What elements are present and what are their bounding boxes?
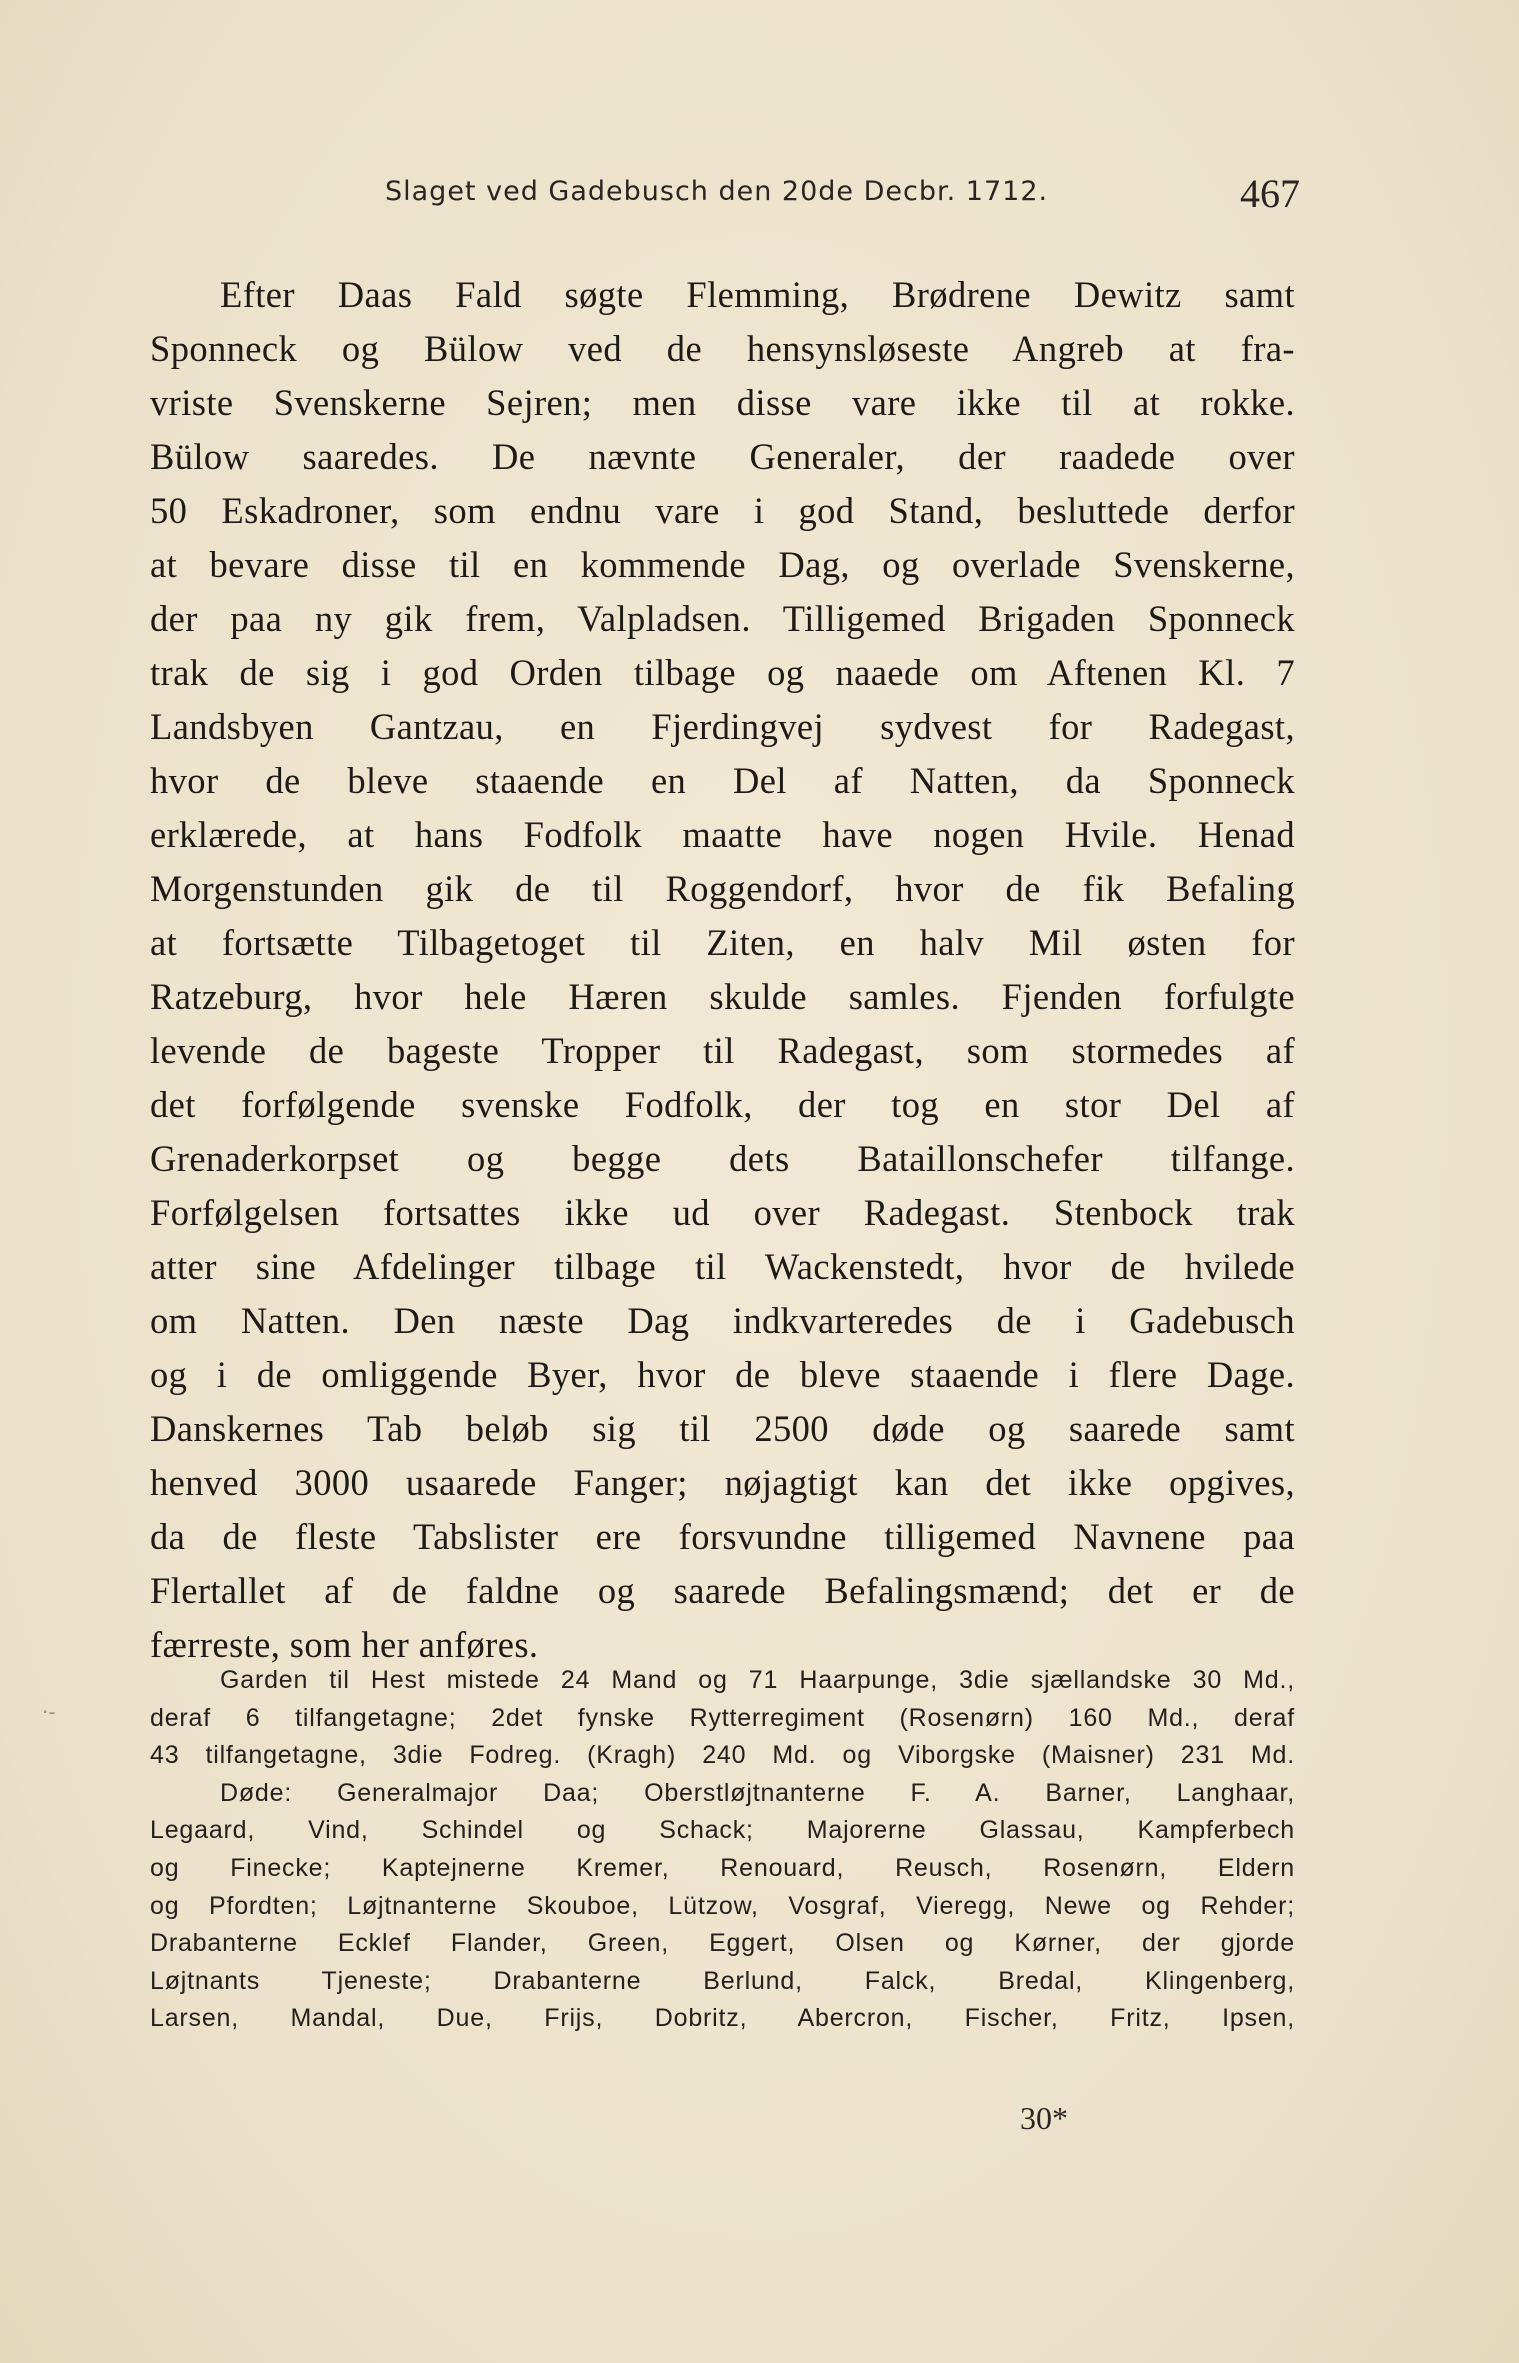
footnote-line: Larsen, Mandal, Due, Frijs, Dobritz, Abercron, Fischer, Fritz, Ipsen, <box>150 2004 1295 2033</box>
text-line: Efter Daas Fald søgte Flemming, Brødrene Dewitz samt <box>220 274 1295 315</box>
text-line: Flertallet af de faldne og saarede Befalingsmænd; det er de <box>150 1570 1295 1611</box>
running-title: Slaget ved Gadebusch den 20de Decbr. 1712. <box>385 176 1049 207</box>
text-line: Forfølgelsen fortsattes ikke ud over Radegast. Stenbock trak <box>150 1192 1295 1233</box>
text-line: henved 3000 usaarede Fanger; nøjagtigt kan det ikke opgives, <box>150 1462 1295 1503</box>
text-line: vriste Svenskerne Sejren; men disse vare ikke til at rokke. <box>150 382 1295 423</box>
footnote-line: deraf 6 tilfangetagne; 2det fynske Rytterregiment (Rosenørn) 160 Md., deraf <box>150 1703 1295 1732</box>
footnote-line: og Finecke; Kaptejnerne Kremer, Renouard, Reusch, Rosenørn, Eldern <box>150 1853 1295 1882</box>
footnote-line: Døde: Generalmajor Daa; Oberstløjtnanterne F. A. Barner, Langhaar, <box>220 1778 1295 1807</box>
text-line: hvor de bleve staaende en Del af Natten, da Sponneck <box>150 760 1295 801</box>
text-line: at fortsætte Tilbagetoget til Ziten, en halv Mil østen for <box>150 922 1295 963</box>
text-line: 50 Eskadroner, som endnu vare i god Stand, besluttede derfor <box>150 490 1295 531</box>
text-line: Sponneck og Bülow ved de hensynsløseste Angreb at fra- <box>150 328 1295 369</box>
signature-mark: 30* <box>1020 2100 1068 2136</box>
page-number: 467 <box>1240 171 1300 216</box>
footnote-line: Løjtnants Tjeneste; Drabanterne Berlund, Falck, Bredal, Klingenberg, <box>150 1966 1295 1995</box>
footnote-line: 43 tilfangetagne, 3die Fodreg. (Kragh) 240 Md. og Viborgske (Maisner) 231 Md. <box>150 1741 1295 1770</box>
text-line: Morgenstunden gik de til Roggendorf, hvor de fik Befaling <box>150 868 1295 909</box>
text-line: erklærede, at hans Fodfolk maatte have nogen Hvile. Henad <box>150 814 1295 855</box>
main-paragraph <box>150 268 1295 1672</box>
text-line: om Natten. Den næste Dag indkvarteredes de i Gadebusch <box>150 1300 1295 1341</box>
text-line: og i de omliggende Byer, hvor de bleve staaende i flere Dage. <box>150 1354 1295 1395</box>
text-line: levende de bageste Tropper til Radegast, som stormedes af <box>150 1030 1295 1071</box>
text-line: Ratzeburg, hvor hele Hæren skulde samles. Fjenden forfulgte <box>150 976 1295 1017</box>
text-line: Bülow saaredes. De nævnte Generaler, der raadede over <box>150 436 1295 477</box>
text-line: at bevare disse til en kommende Dag, og overlade Svenskerne, <box>150 544 1295 585</box>
footnote-block <box>150 1662 1295 2038</box>
text-line: Grenaderkorpset og begge dets Bataillonschefer tilfange. <box>150 1138 1295 1179</box>
text-line: atter sine Afdelinger tilbage til Wackenstedt, hvor de hvilede <box>150 1246 1295 1287</box>
text-line: færreste, som her anføres. <box>150 1624 539 1665</box>
footnote-line: Garden til Hest mistede 24 Mand og 71 Haarpunge, 3die sjællandske 30 Md., <box>220 1666 1295 1694</box>
footnote-line: og Pfordten; Løjtnanterne Skouboe, Lützow, Vosgraf, Vieregg, Newe og Rehder; <box>150 1891 1295 1920</box>
footnote-line: Legaard, Vind, Schindel og Schack; Majorerne Glassau, Kampferbech <box>150 1816 1295 1845</box>
text-line: det forfølgende svenske Fodfolk, der tog en stor Del af <box>150 1084 1295 1125</box>
text-line: da de fleste Tabslister ere forsvundne tilligemed Navnene paa <box>150 1516 1295 1557</box>
text-line: Landsbyen Gantzau, en Fjerdingvej sydvest for Radegast, <box>150 706 1295 747</box>
footnote-line: Drabanterne Ecklef Flander, Green, Eggert, Olsen og Kørner, der gjorde <box>150 1929 1295 1958</box>
text-line: der paa ny gik frem, Valpladsen. Tilligemed Brigaden Sponneck <box>150 598 1295 639</box>
running-head <box>150 170 1300 230</box>
text-line: Danskernes Tab beløb sig til 2500 døde og saarede samt <box>150 1408 1295 1449</box>
margin-smudge: ·‐ <box>42 1700 56 1724</box>
text-line: trak de sig i god Orden tilbage og naaede om Aftenen Kl. 7 <box>150 652 1295 693</box>
